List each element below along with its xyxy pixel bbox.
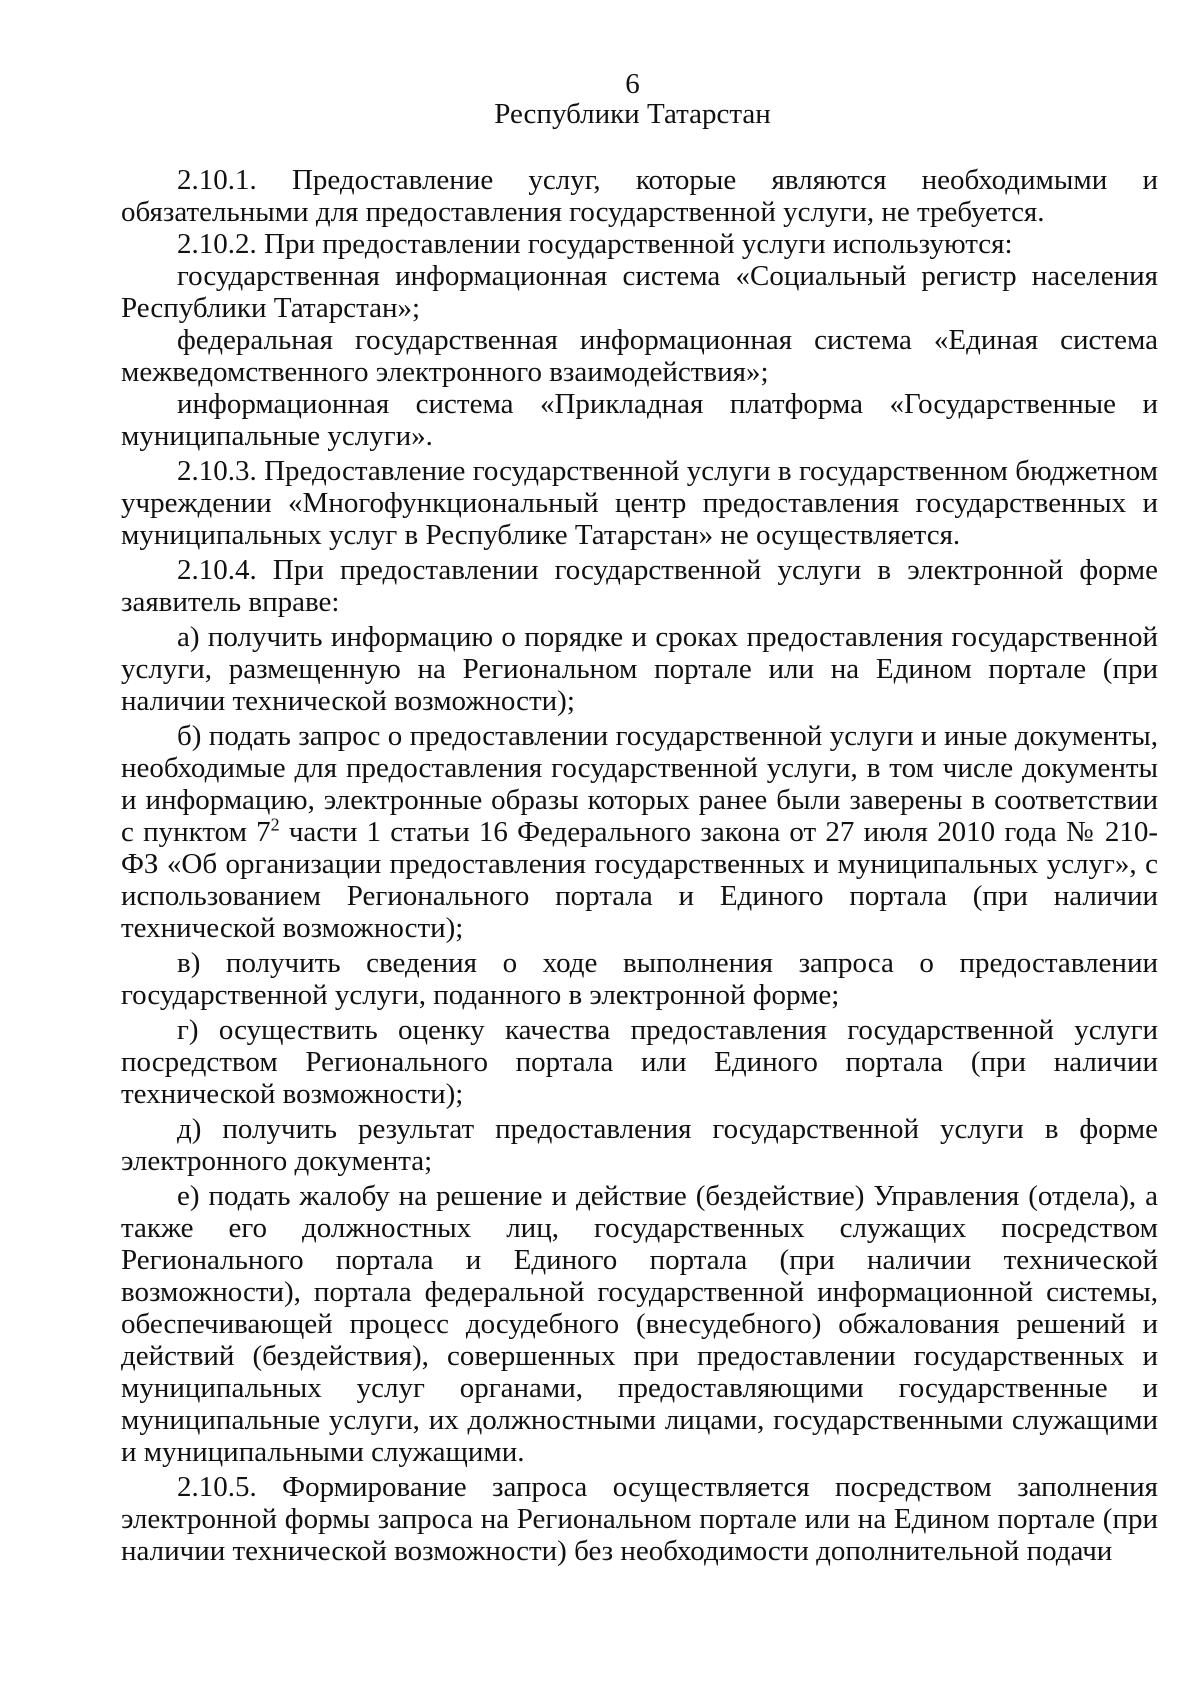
list-item-e: е) подать жалобу на решение и действие (бездействие) Управления (отдела), а также его должностных лиц, государственных служащих посредством Регионального портала и Единого портала (при наличии технической возможности), портала федеральной государственной информационной системы, обеспечивающей процесс досудебного (внесудебного) обжалования решений и действий (бездействия), совершенных при предоставлении государственных и муниципальных услуг органами, предоставляющими государственные и муниципальные услуги, их должностными лицами, государственными служащими и муниципальными служащими.	[121, 1180, 1158, 1468]
superscript: 2	[270, 814, 280, 835]
list-item-b	[121, 720, 1158, 944]
paragraph-2-10-4: 2.10.4. При предоставлении государственной услуги в электронной форме заявитель вправе:	[121, 554, 1158, 618]
paragraph-2-10-3: 2.10.3. Предоставление государственной услуги в государственном бюджетном учреждении «Многофункциональный центр предоставления государственных и муниципальных услуг в Республике Татарстан» не осуществляется.	[121, 455, 1158, 551]
list-item-b-text-after: части 1 статьи 16 Федерального закона от 27 июля 2010 года № 210-ФЗ «Об организации предоставления государственных и муниципальных услуг», с использованием Регионального портала и Единого портала (при наличии технической возможности);	[121, 816, 1158, 944]
running-header: Республики Татарстан	[494, 98, 771, 130]
paragraph-social-register: государственная информационная система «Социальный регистр населения Республики Татарстан»;	[121, 260, 1158, 324]
paragraph-smev: федеральная государственная информационная система «Единая система межведомственного электронного взаимодействия»;	[121, 324, 1158, 388]
document-body	[121, 164, 1158, 1567]
paragraph-2-10-2: 2.10.2. При предоставлении государственной услуги используются:	[177, 228, 1013, 260]
paragraph-2-10-1: 2.10.1. Предоставление услуг, которые являются необходимыми и обязательными для предоставления государственной услуги, не требуется.	[121, 164, 1158, 228]
paragraph-applied-platform: информационная система «Прикладная платформа «Государственные и муниципальные услуги».	[121, 388, 1158, 452]
list-item-g: г) осуществить оценку качества предоставления государственной услуги посредством Регионального портала или Единого портала (при наличии технической возможности);	[121, 1014, 1158, 1110]
list-item-d: д) получить результат предоставления государственной услуги в форме электронного документа;	[121, 1113, 1158, 1177]
list-item-v: в) получить сведения о ходе выполнения запроса о предоставлении государственной услуги, поданного в электронной форме;	[121, 947, 1158, 1011]
page-number: 6	[625, 68, 640, 100]
list-item-a: а) получить информацию о порядке и сроках предоставления государственной услуги, размещенную на Региональном портале или на Едином портале (при наличии технической возможности);	[121, 621, 1158, 717]
list-item-b-text-before: б) подать запрос о предоставлении государственной услуги и иные документы, необходимые для предоставления государственной услуги, в том числе документы и информацию, электронные образы которых ранее были заверены в соответствии с пунктом 7	[121, 720, 1158, 848]
paragraph-2-10-5: 2.10.5. Формирование запроса осуществляется посредством заполнения электронной формы запроса на Региональном портале или на Едином портале (при наличии технической возможности) без необходимости дополнительной подачи	[121, 1471, 1158, 1567]
